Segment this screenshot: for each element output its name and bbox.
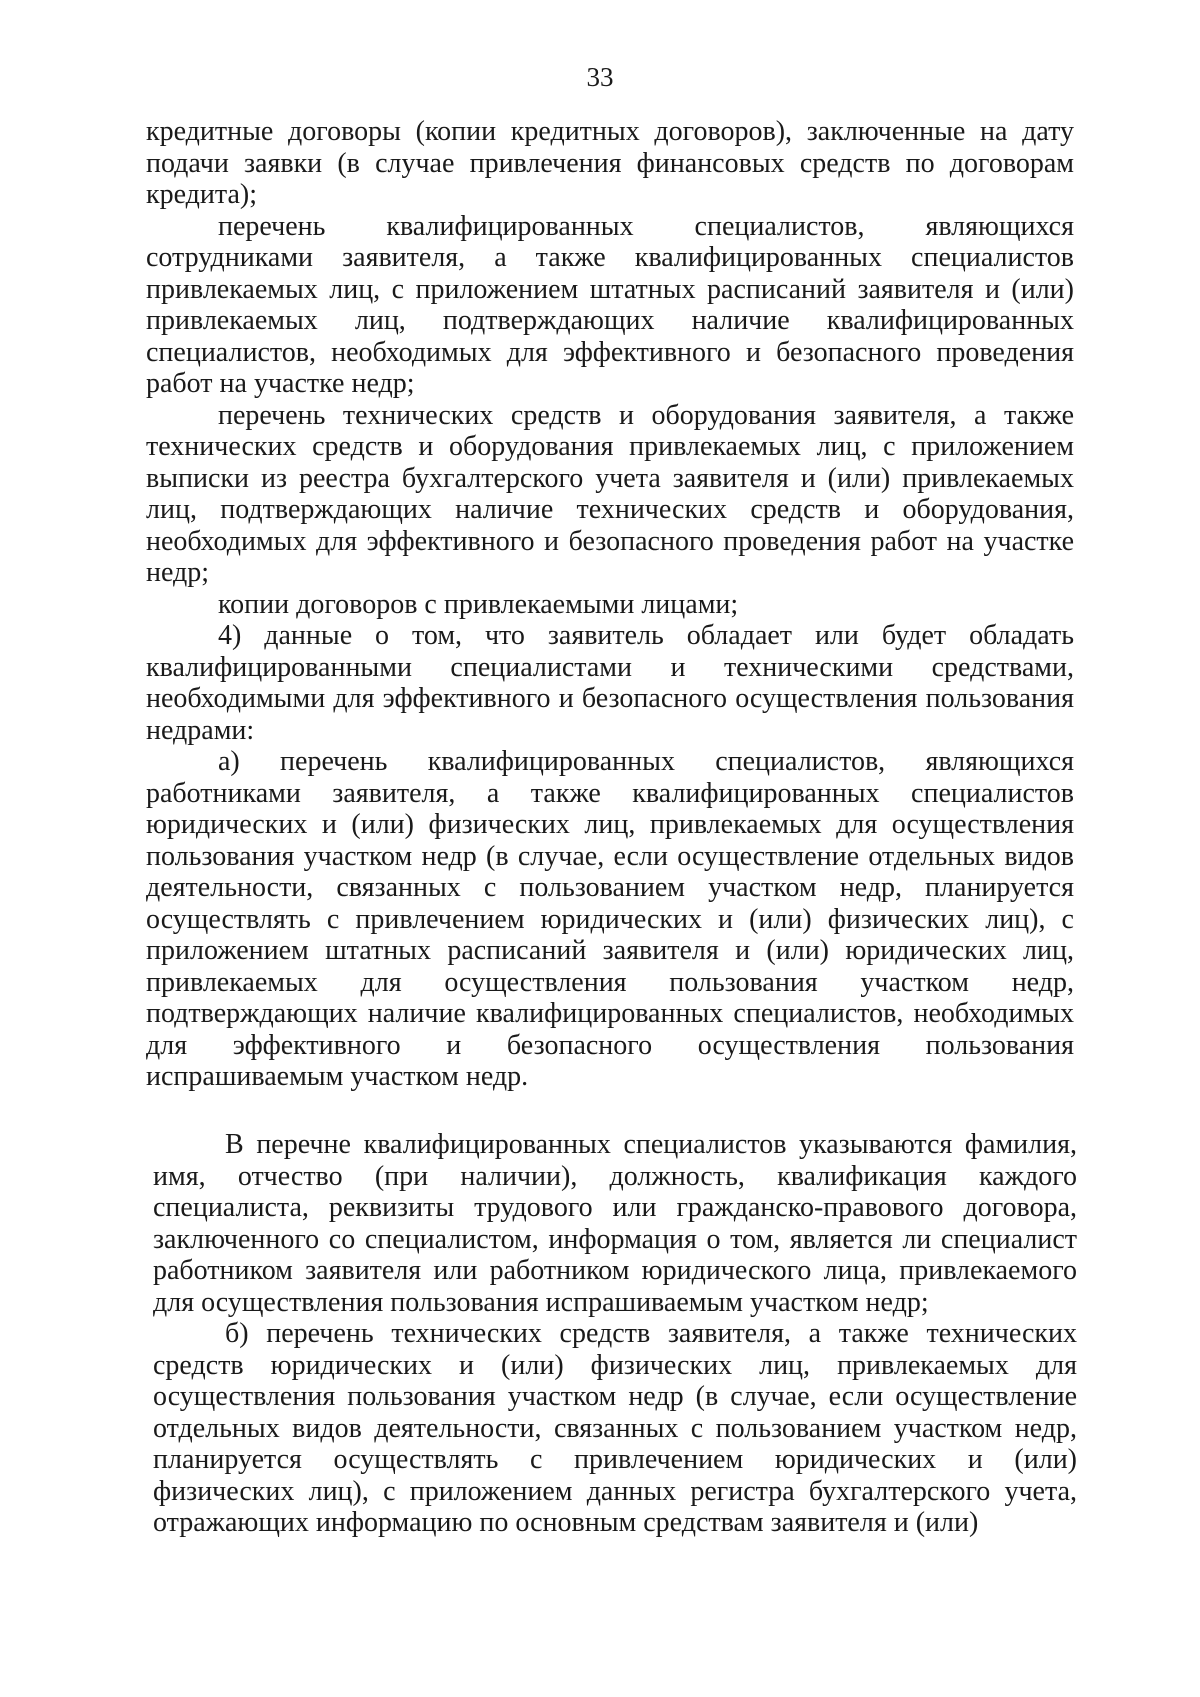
text-block-top [146,116,1074,1093]
paragraph-item-b: б) перечень технических средств заявителя, а также технических средств юридических и (или) физических лиц, привлекаемых для осуществления пользования участком недр (в случае, если осуществление отдельных видов деятельности, связанных с пользованием участком недр, планируется осуществлять с привлечением юридических и (или) физических лиц), с приложением данных регистра бухгалтерского учета, отражающих информацию по основным средствам заявителя и (или) [153,1318,1077,1538]
paragraph-specialists-details: В перечне квалифицированных специалистов указываются фамилия, имя, отчество (при наличии), должность, квалификация каждого специалиста, реквизиты трудового или гражданско-правового договора, заключенного со специалистом, информация о том, является ли специалист работником заявителя или работником юридического лица, привлекаемого для осуществления пользования испрашиваемым участком недр; [153,1129,1077,1318]
paragraph-contract-copies: копии договоров с привлекаемыми лицами; [218,588,739,620]
text-block-bottom [153,1129,1077,1539]
paragraph-item-a: а) перечень квалифицированных специалистов, являющихся работниками заявителя, а также квалифицированных специалистов юридических и (или) физических лиц, привлекаемых для осуществления пользования участком недр (в случае, если осуществление отдельных видов деятельности, связанных с пользованием участком недр, планируется осуществлять с привлечением юридических и (или) физических лиц), с приложением штатных расписаний заявителя и (или) юридических лиц, привлекаемых для осуществления пользования участком недр, подтверждающих наличие квалифицированных специалистов, необходимых для эффективного и безопасного осуществления пользования испрашиваемым участком недр. [146,746,1074,1092]
paragraph-specialists-list: перечень квалифицированных специалистов, являющихся сотрудниками заявителя, а также квалифицированных специалистов привлекаемых лиц, с приложением штатных расписаний заявителя и (или) привлекаемых лиц, подтверждающих наличие квалифицированных специалистов, необходимых для эффективного и безопасного проведения работ на участке недр; [146,210,1074,399]
paragraph-equipment-list: перечень технических средств и оборудования заявителя, а также технических средств и оборудования привлекаемых лиц, с приложением выписки из реестра бухгалтерского учета заявителя и (или) привлекаемых лиц, подтверждающих наличие технических средств и оборудования, необходимых для эффективного и безопасного проведения работ на участке недр; [146,399,1074,588]
page-number: 33 [586,62,614,92]
paragraph-item-4: 4) данные о том, что заявитель обладает или будет обладать квалифицированными специалистами и техническими средствами, необходимыми для эффективного и безопасного осуществления пользования недрами: [146,620,1074,746]
paragraph-credit-agreements: кредитные договоры (копии кредитных договоров), заключенные на дату подачи заявки (в случае привлечения финансовых средств по договорам кредита); [146,116,1074,210]
